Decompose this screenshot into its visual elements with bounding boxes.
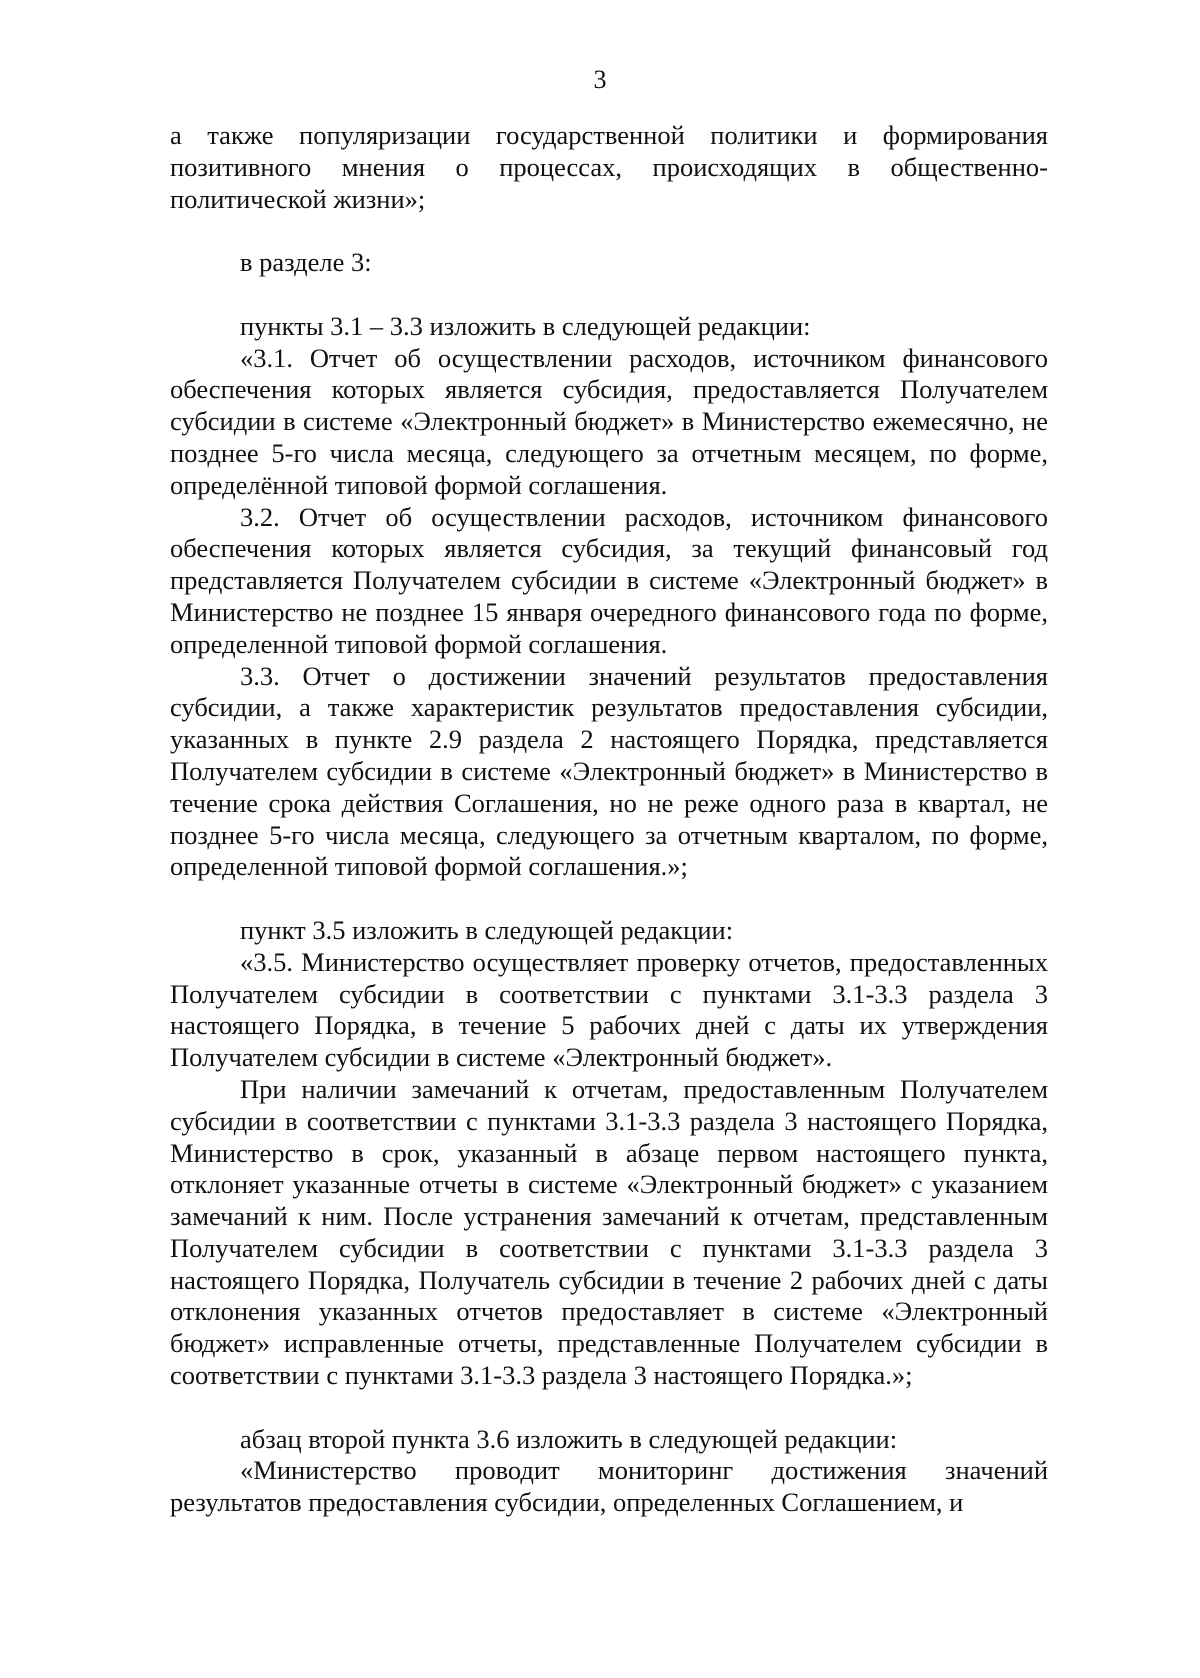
paragraph: в разделе 3: [240,247,372,278]
paragraph: «Министерство проводит мониторинг достижения значений результатов предоставления субсидии, определенных Соглашением, и [170,1455,1048,1518]
paragraph: «3.5. Министерство осуществляет проверку отчетов, предоставленных Получателем субсидии в соответствии с пунктами 3.1-3.3 раздела 3 настоящего Порядка, в течение 5 рабочих дней с даты их утверждения Получателем субсидии в системе «Электронный бюджет». [170,946,1048,1073]
page-number: 3 [593,65,607,94]
paragraph-gap [170,883,1048,915]
paragraph: абзац второй пункта 3.6 изложить в следующей редакции: [240,1423,898,1454]
paragraph: «3.1. Отчет об осуществлении расходов, источником финансового обеспечения которых является субсидия, предоставляется Получателем субсидии в системе «Электронный бюджет» в Министерство ежемесячно, не позднее 5-го числа месяца, следующего за отчетным месяцем, по форме, определённой типовой формой соглашения. [170,342,1048,500]
paragraph: пункты 3.1 – 3.3 изложить в следующей редакции: [240,310,811,341]
paragraph-gap [170,1392,1048,1424]
paragraph: а также популяризации государственной политики и формирования позитивного мнения о процессах, происходящих в общественно-политической жизни»; [170,120,1048,214]
paragraph-gap [170,215,1048,247]
paragraph: пункт 3.5 изложить в следующей редакции: [240,914,734,945]
document-body [170,120,1048,1519]
paragraph: 3.3. Отчет о достижении значений результатов предоставления субсидии, а также характеристик результатов предоставления субсидии, указанных в пункте 2.9 раздела 2 настоящего Порядка, представляется Получателем субсидии в системе «Электронный бюджет» в Министерство в течение срока действия Соглашения, но не реже одного раза в квартал, не позднее 5-го числа месяца, следующего за отчетным кварталом, по форме, определенной типовой формой соглашения.»; [170,660,1048,882]
paragraph-gap [170,279,1048,311]
paragraph: При наличии замечаний к отчетам, предоставленным Получателем субсидии в соответствии с пунктами 3.1-3.3 раздела 3 настоящего Порядка, Министерство в срок, указанный в абзаце первом настоящего пункта, отклоняет указанные отчеты в системе «Электронный бюджет» с указанием замечаний к ним. После устранения замечаний к отчетам, представленным Получателем субсидии в соответствии с пунктами 3.1-3.3 раздела 3 настоящего Порядка, Получатель субсидии в течение 2 рабочих дней с даты отклонения указанных отчетов предоставляет в системе «Электронный бюджет» исправленные отчеты, представленные Получателем субсидии в соответствии с пунктами 3.1-3.3 раздела 3 настоящего Порядка.»; [170,1073,1048,1391]
paragraph: 3.2. Отчет об осуществлении расходов, источником финансового обеспечения которых является субсидия, за текущий финансовый год представляется Получателем субсидии в системе «Электронный бюджет» в Министерство не позднее 15 января очередного финансового года по форме, определенной типовой формой соглашения. [170,501,1048,659]
